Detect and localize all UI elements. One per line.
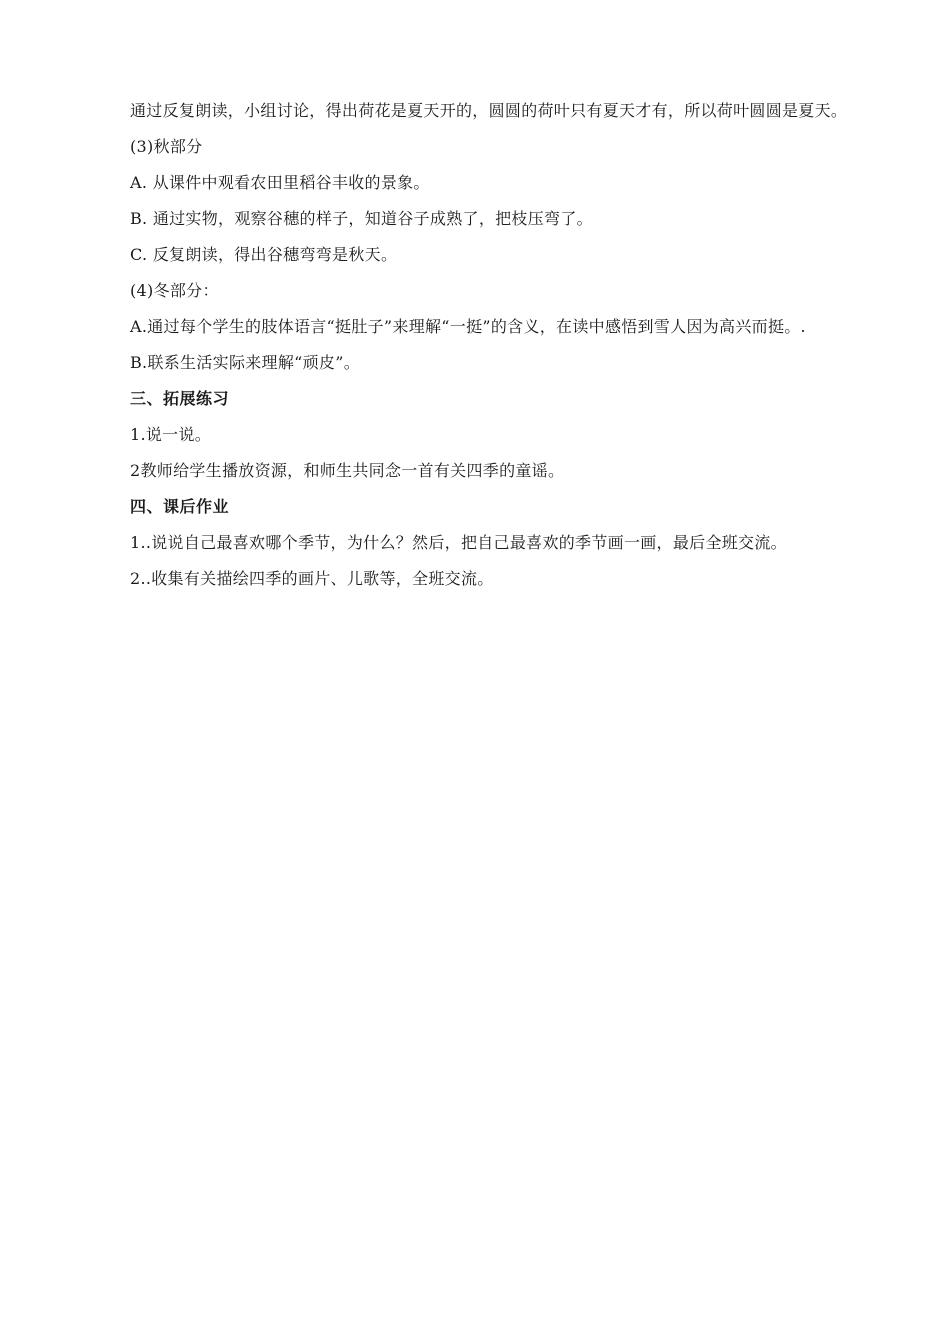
paragraph-winter-a: A.通过每个学生的肢体语言“挺肚子”来理解“一挺”的含义，在读中感悟到雪人因为高兴而挺。. <box>130 317 806 336</box>
paragraph-autumn-title: (3)秋部分 <box>130 137 203 156</box>
paragraph-summer-conclusion: 通过反复朗读，小组讨论，得出荷花是夏天开的，圆圆的荷叶只有夏天才有，所以荷叶圆圆是夏天。 <box>130 101 848 120</box>
paragraph-winter-title: (4)冬部分： <box>130 281 219 300</box>
paragraph-autumn-b: B. 通过实物，观察谷穗的样子，知道谷子成熟了，把枝压弯了。 <box>130 209 593 228</box>
paragraph-homework-2: 2..收集有关描绘四季的画片、儿歌等，全班交流。 <box>130 569 494 588</box>
paragraph-practice-1: 1.说一说。 <box>130 425 212 444</box>
heading-homework: 四、课后作业 <box>130 497 230 516</box>
heading-extension-practice: 三、拓展练习 <box>130 389 230 408</box>
paragraph-winter-b: B.联系生活实际来理解“顽皮”。 <box>130 353 361 372</box>
paragraph-autumn-c: C. 反复朗读，得出谷穗弯弯是秋天。 <box>130 245 398 264</box>
document-body <box>92 98 862 602</box>
paragraph-homework-1: 1..说说自己最喜欢哪个季节，为什么？然后，把自己最喜欢的季节画一画，最后全班交流。 <box>130 533 787 552</box>
paragraph-autumn-a: A. 从课件中观看农田里稻谷丰收的景象。 <box>130 173 430 192</box>
paragraph-practice-2: 2教师给学生播放资源，和师生共同念一首有关四季的童谣。 <box>130 461 565 480</box>
